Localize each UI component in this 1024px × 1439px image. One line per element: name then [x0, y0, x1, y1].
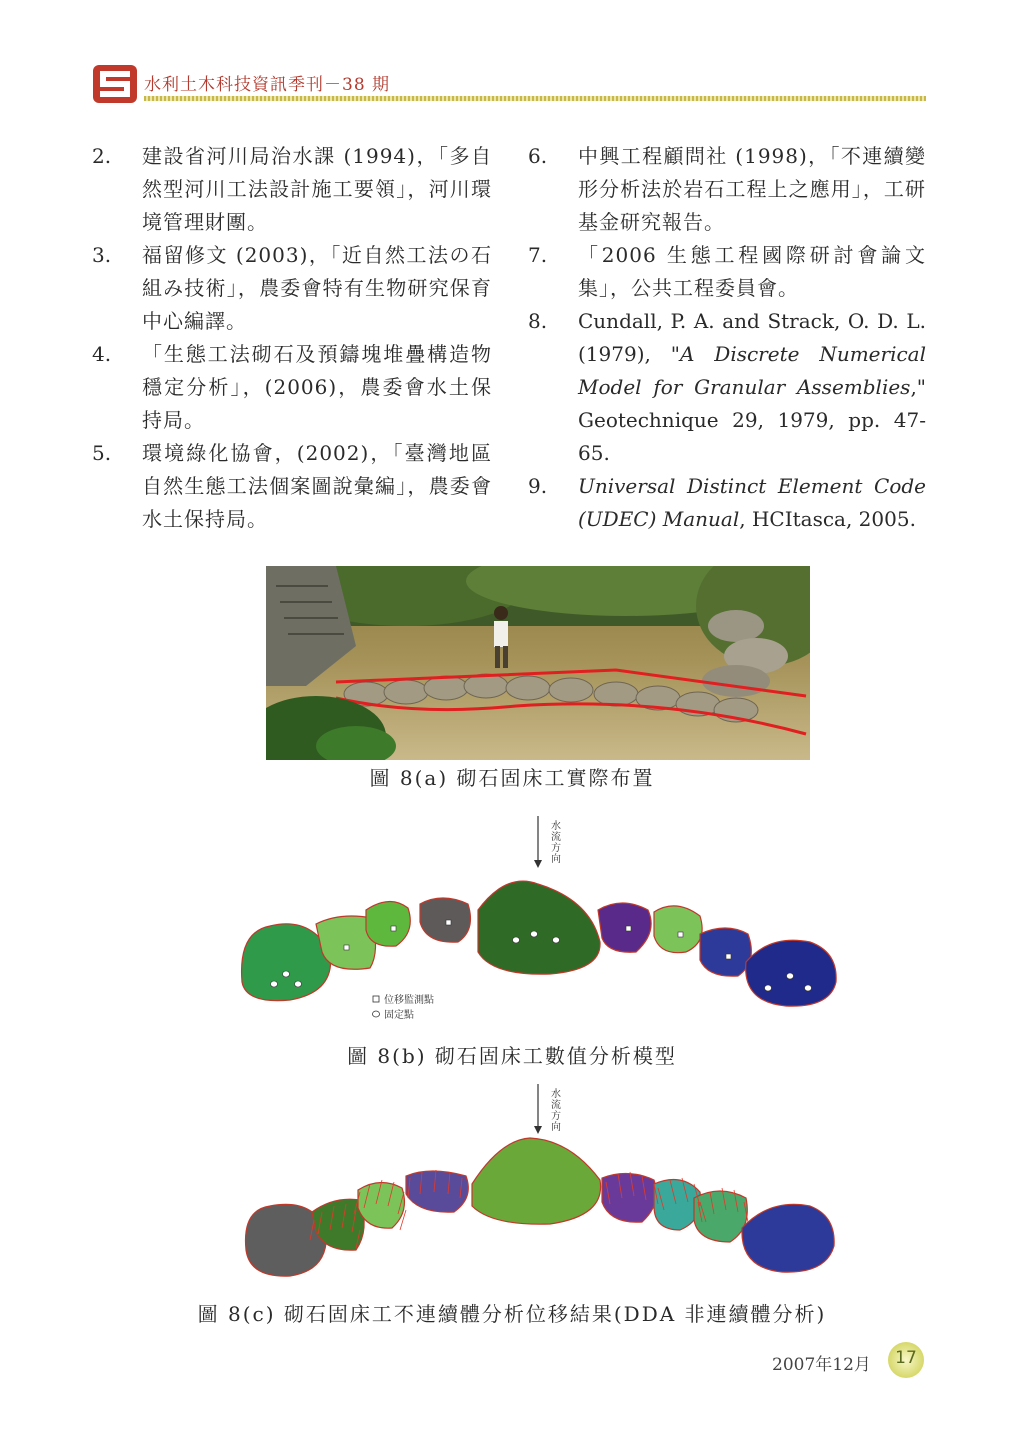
monitor-point — [726, 954, 731, 959]
page-header — [92, 64, 926, 104]
legend-fixed-label: 固定點 — [384, 1010, 414, 1021]
fixed-point — [271, 981, 278, 987]
fixed-point — [283, 971, 290, 977]
dda-displacement-diagram — [230, 1080, 850, 1290]
flow-direction-arrow — [534, 816, 542, 868]
block-4 — [406, 1171, 468, 1212]
block-4 — [420, 898, 470, 942]
fixed-point — [765, 985, 772, 991]
reference-title: Universal Distinct Element Code (UDEC) Manual — [578, 474, 926, 531]
monitor-point — [678, 932, 683, 937]
numerical-model-diagram — [230, 812, 850, 1024]
fixed-point — [553, 937, 560, 943]
reference-number: 3. — [92, 243, 112, 267]
reference-source: , HCItasca, 2005. — [739, 507, 916, 531]
reference-text: 中興工程顧問社 (1998)，「不連續變形分析法於岩石工程上之應用」，工研基金研究報告。 — [578, 144, 926, 234]
figure-8a-caption: 圖 8(a) 砌石固床工實際布置 — [369, 766, 655, 790]
block-1 — [242, 924, 331, 1001]
reference-number: 7. — [528, 243, 548, 267]
flow-direction-label: 水流方向 — [548, 1088, 560, 1132]
journal-title: 水利土木科技資訊季刊－38 期 — [144, 75, 391, 95]
legend-monitor-label: 位移監測點 — [384, 995, 434, 1006]
reference-text — [578, 305, 926, 470]
block-6 — [598, 903, 651, 952]
reference-number: 4. — [92, 342, 112, 366]
references-right-column — [528, 140, 926, 536]
stream-riffle-photo — [266, 566, 810, 760]
reference-number: 5. — [92, 441, 112, 465]
reference-item — [528, 305, 926, 470]
block-6 — [602, 1173, 656, 1222]
fixed-point — [531, 931, 538, 937]
legend-fixed-symbol — [373, 1011, 380, 1017]
block-8 — [700, 928, 751, 976]
reference-text — [578, 470, 926, 536]
monitor-point — [626, 926, 631, 931]
block-5 — [478, 881, 600, 974]
legend-monitor-symbol — [373, 996, 379, 1002]
reference-authors: Cundall, P. A. and Strack, O. D. L. (1979), " — [578, 309, 926, 366]
figure-8b-caption: 圖 8(b) 砌石固床工數值分析模型 — [347, 1044, 677, 1068]
references-left-column — [92, 140, 492, 536]
fixed-point — [787, 973, 794, 979]
reference-item — [528, 470, 926, 536]
reference-text: 「2006 生態工程國際研討會論文集」，公共工程委員會。 — [578, 243, 926, 300]
journal-logo-icon — [92, 64, 138, 104]
reference-text: 「生態工法砌石及預鑄塊堆疊構造物穩定分析」，(2006)，農委會水土保持局。 — [142, 342, 492, 432]
flow-direction-arrow — [534, 1084, 542, 1134]
reference-source: ," Geotechnique 29, 1979, pp. 47-65. — [578, 375, 926, 465]
monitor-point — [446, 920, 451, 925]
reference-item — [92, 239, 492, 338]
reference-item — [92, 140, 492, 239]
reference-text: 建設省河川局治水課 (1994)，「多自然型河川工法設計施工要領」，河川環境管理財團。 — [142, 144, 492, 234]
reference-title: A Discrete Numerical Model for Granular Assemblies — [578, 342, 926, 399]
fixed-point — [805, 985, 812, 991]
block-3 — [366, 901, 410, 946]
issue-date: 2007年12月 — [772, 1355, 871, 1375]
page-number: 17 — [895, 1348, 917, 1368]
flow-direction-label: 水流方向 — [548, 820, 560, 864]
reference-item — [528, 239, 926, 305]
block-7 — [654, 906, 702, 953]
reference-number: 9. — [528, 474, 548, 498]
reference-number: 2. — [92, 144, 112, 168]
reference-item — [92, 338, 492, 437]
block-9 — [742, 1204, 834, 1272]
reference-number: 8. — [528, 309, 548, 333]
fixed-point — [295, 981, 302, 987]
figure-8c-caption: 圖 8(c) 砌石固床工不連續體分析位移結果(DDA 非連續體分析) — [197, 1302, 827, 1326]
block-8 — [694, 1191, 747, 1242]
block-5 — [472, 1138, 601, 1224]
reference-item — [528, 140, 926, 239]
reference-text: 福留修文 (2003)，「近自然工法の石組み技術」，農委會特有生物研究保育中心編譯。 — [142, 243, 492, 333]
reference-number: 6. — [528, 144, 548, 168]
header-rule — [144, 96, 926, 101]
monitor-point — [344, 945, 349, 950]
reference-text: 環境綠化協會，(2002)，「臺灣地區自然生態工法個案圖說彙編」，農委會水土保持局。 — [142, 441, 492, 531]
monitor-point — [391, 926, 396, 931]
fixed-point — [513, 937, 520, 943]
reference-item — [92, 437, 492, 536]
legend — [373, 993, 435, 1021]
